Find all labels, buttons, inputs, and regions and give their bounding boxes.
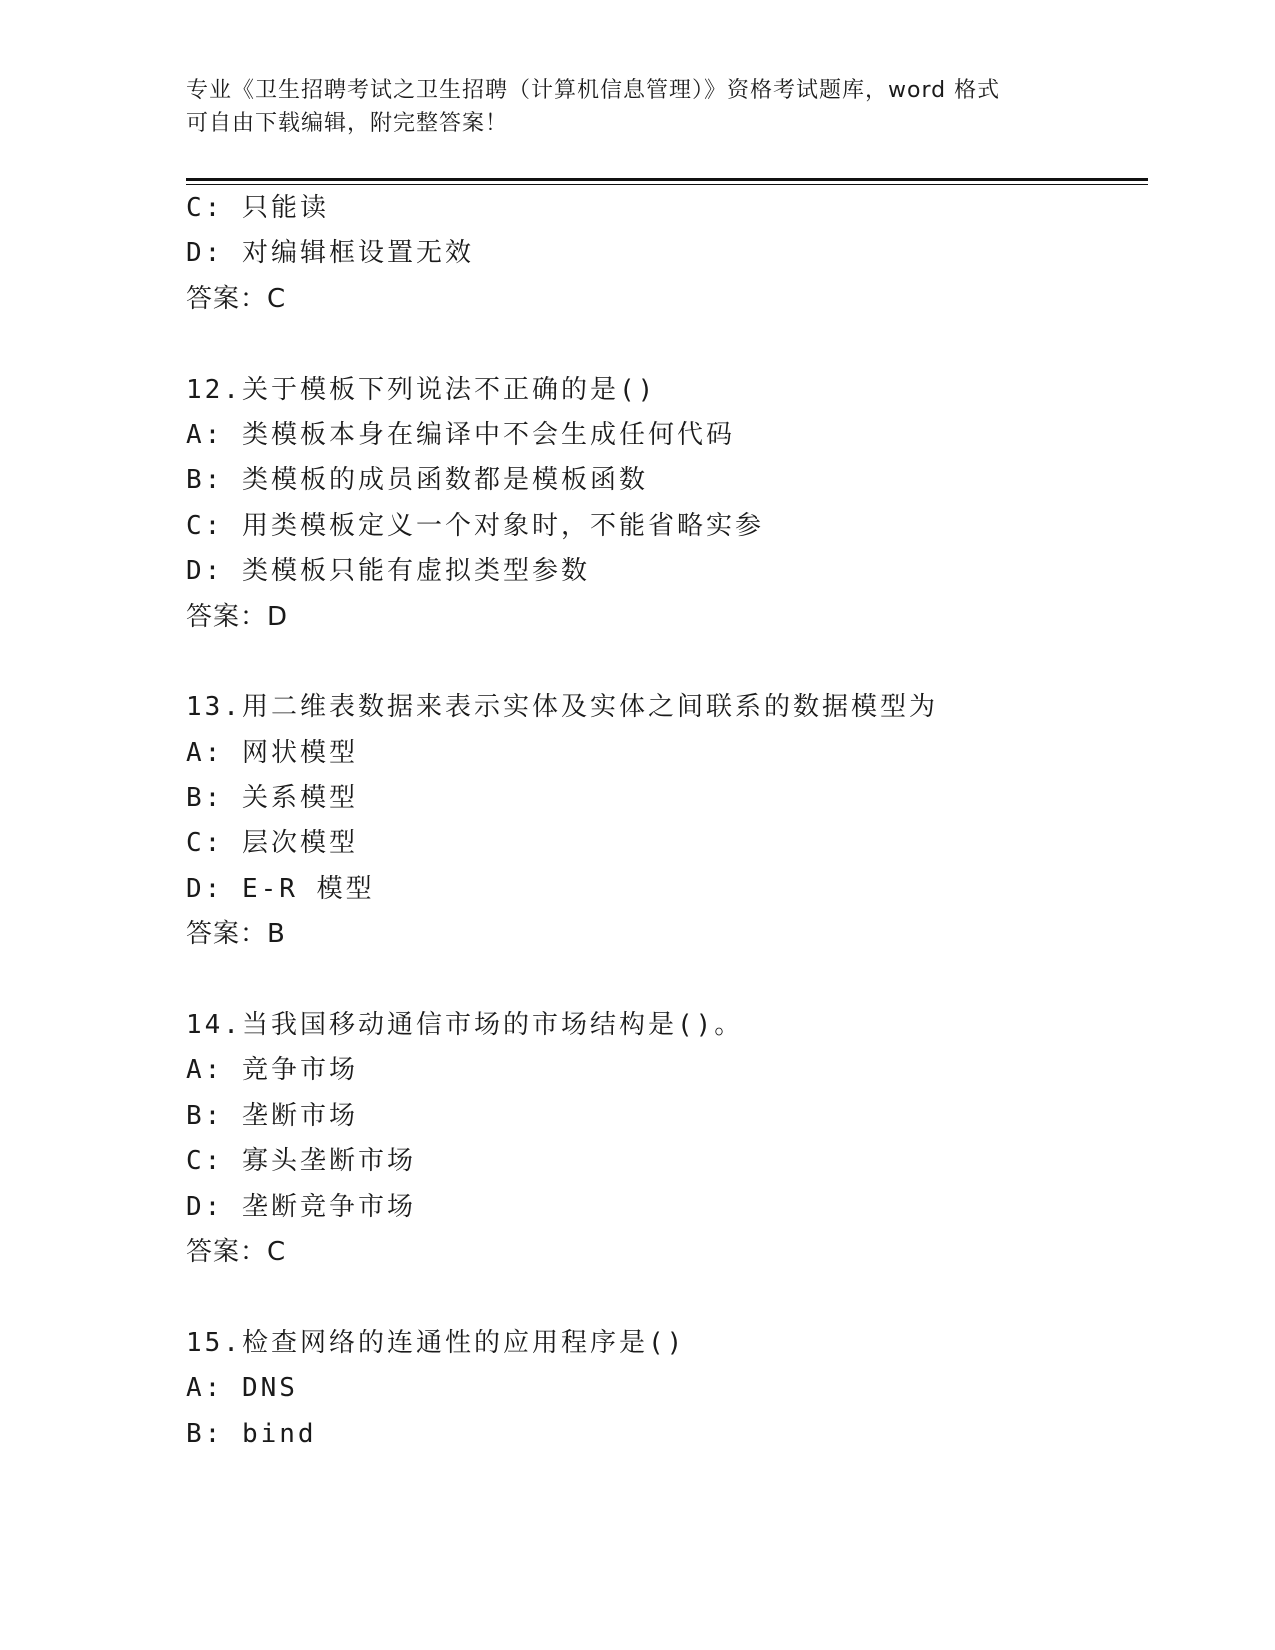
q12-question: 12.关于模板下列说法不正确的是(): [186, 374, 657, 405]
q12-option-d: D: 类模板只能有虚拟类型参数: [186, 556, 590, 587]
header-rule-thin: [186, 184, 1148, 185]
q15-option-a: A: DNS: [186, 1373, 298, 1404]
q11-answer: 答案：C: [186, 283, 287, 314]
q13-answer: 答案：B: [186, 919, 286, 950]
q11-option-c: C: 只能读: [186, 193, 329, 223]
q11-option-d: D: 对编辑框设置无效: [186, 238, 474, 269]
q13-option-b: B: 关系模型: [186, 783, 358, 814]
q13-option-c: C: 层次模型: [186, 828, 358, 859]
spacer: [186, 1275, 1146, 1320]
q14-option-a: A: 竞争市场: [186, 1055, 358, 1086]
document-header: [186, 74, 1066, 140]
q14-option-c: C: 寡头垄断市场: [186, 1146, 416, 1177]
q13-option-d: D: E-R 模型: [186, 873, 375, 904]
spacer: [186, 322, 1146, 367]
q12-option-b: B: 类模板的成员函数都是模板函数: [186, 465, 648, 496]
spacer: [186, 958, 1146, 1003]
q13-option-a: A: 网状模型: [186, 737, 358, 768]
header-line-2: 可自由下载编辑，附完整答案！: [186, 111, 509, 136]
spacer: [186, 640, 1146, 685]
question-list: [186, 186, 1146, 1457]
q12-option-a: A: 类模板本身在编译中不会生成任何代码: [186, 419, 735, 450]
header-line-1: 专业《卫生招聘考试之卫生招聘（计算机信息管理）》资格考试题库，word 格式: [186, 78, 1001, 103]
q14-answer: 答案：C: [186, 1236, 287, 1267]
q13-question: 13.用二维表数据来表示实体及实体之间联系的数据模型为: [186, 692, 938, 723]
q14-option-b: B: 垄断市场: [186, 1100, 358, 1131]
q14-question: 14.当我国移动通信市场的市场结构是()。: [186, 1010, 744, 1041]
q15-question: 15.检查网络的连通性的应用程序是(): [186, 1327, 686, 1358]
q14-option-d: D: 垄断竞争市场: [186, 1191, 416, 1222]
q12-option-c: C: 用类模板定义一个对象时，不能省略实参: [186, 510, 764, 541]
header-rule-thick: [186, 178, 1148, 181]
q15-option-b: B: bind: [186, 1418, 317, 1449]
q12-answer: 答案：D: [186, 601, 289, 632]
